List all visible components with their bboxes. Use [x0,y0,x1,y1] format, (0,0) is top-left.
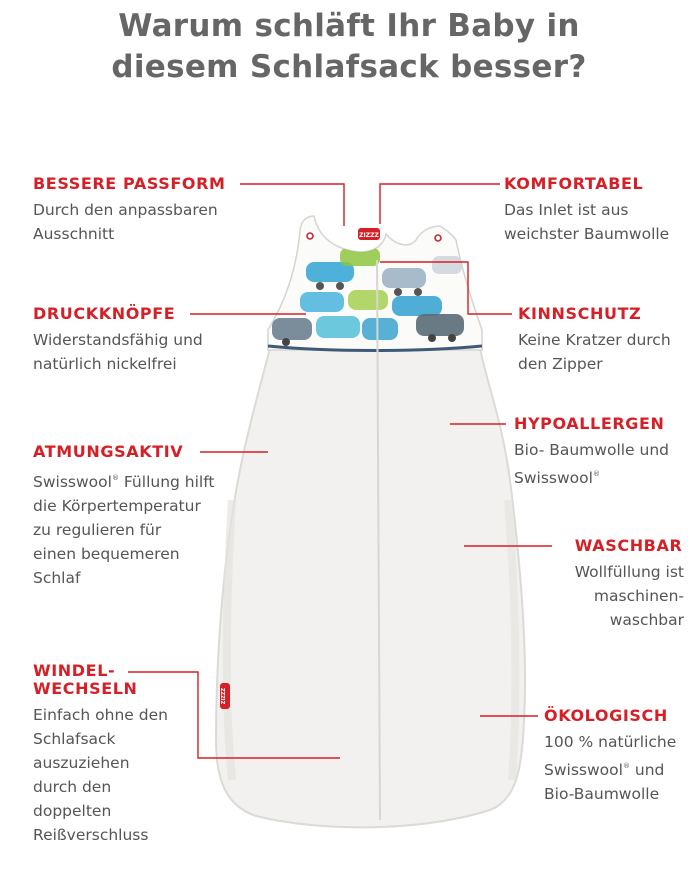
feature-description [575,560,684,632]
desc-line: die Körpertemperatur [33,497,201,515]
brand-word: Swisswool [544,761,623,779]
feature-description [504,198,669,246]
feature-oekologisch [544,707,676,806]
desc-line: zu regulieren für [33,521,162,539]
sleeping-bag-body [216,348,525,827]
feature-title: KOMFORTABEL [504,174,644,193]
feature-bessere-passform [33,175,226,246]
desc-line: Keine Kratzer durch [518,331,671,349]
feature-description [33,328,203,376]
side-tag-text: ZIZZZ [221,687,227,705]
desc-line: auszuziehen [33,754,130,772]
desc-line: waschbar [609,611,684,629]
desc-line: Das Inlet ist aus [504,201,629,219]
headline-line-1: Warum schläft Ihr Baby in [118,8,580,44]
desc-line: Reißverschluss [33,826,149,844]
feature-komfortabel [504,175,669,246]
desc-line [33,466,214,494]
feature-description [33,198,226,246]
side-brand-tag [220,683,230,709]
feature-waschbar [575,537,684,632]
desc-line: 100 % natürliche [544,733,677,751]
feature-kinnschutz [518,305,671,376]
feature-description [33,703,168,847]
feature-druckknoepfe [33,305,203,376]
feature-windelwechseln [33,662,168,847]
feature-title: WASCHBAR [574,536,683,555]
desc-line [544,754,676,782]
desc-line [514,462,669,490]
feature-description [33,466,214,590]
desc-line: Bio- Baumwolle und [514,441,670,459]
feature-atmungsaktiv [33,443,214,590]
feature-description [544,730,676,806]
brand-tag [358,228,380,240]
desc-line: doppelten [33,802,112,820]
desc-line: Schlaf [33,569,81,587]
desc-line: Bio-Baumwolle [544,785,660,803]
headline-line-2: diesem Schlafsack besser? [111,49,587,85]
feature-title: HYPOALLERGEN [514,414,665,433]
desc-line: den Zipper [518,355,603,373]
brand-word: Swisswool [514,469,593,487]
brand-tag-text: ZIZZZ [359,232,379,239]
desc-line: Einfach ohne den [33,706,168,724]
feature-title-line-2: WECHSELN [33,679,138,698]
desc-line: Widerstandsfähig und [33,331,203,349]
feature-hypoallergen [514,415,669,490]
registered-mark: ® [622,762,630,770]
feature-title: ATMUNGSAKTIV [33,442,184,461]
registered-mark: ® [111,474,119,482]
feature-title: ÖKOLOGISCH [544,706,668,725]
desc-line: Schlafsack [33,730,116,748]
desc-text: und [629,761,665,779]
desc-line: Wollfüllung ist [574,563,684,581]
brand-word: Swisswool [33,473,112,491]
desc-line: natürlich nickelfrei [33,355,177,373]
desc-line: Ausschnitt [33,225,115,243]
registered-mark: ® [592,470,600,478]
desc-line: weichster Baumwolle [504,225,670,243]
desc-line: einen bequemeren [33,545,180,563]
feature-title: KINNSCHUTZ [518,304,642,323]
feature-title: BESSERE PASSFORM [33,174,226,193]
desc-line: maschinen- [593,587,684,605]
desc-line: Durch den anpassbaren [33,201,218,219]
desc-text: Füllung hilft [118,473,215,491]
feature-title: DRUCKKNÖPFE [33,304,176,323]
feature-description [514,438,669,490]
feature-description [518,328,671,376]
desc-line: durch den [33,778,112,796]
feature-title-line-1: WINDEL- [33,661,116,680]
